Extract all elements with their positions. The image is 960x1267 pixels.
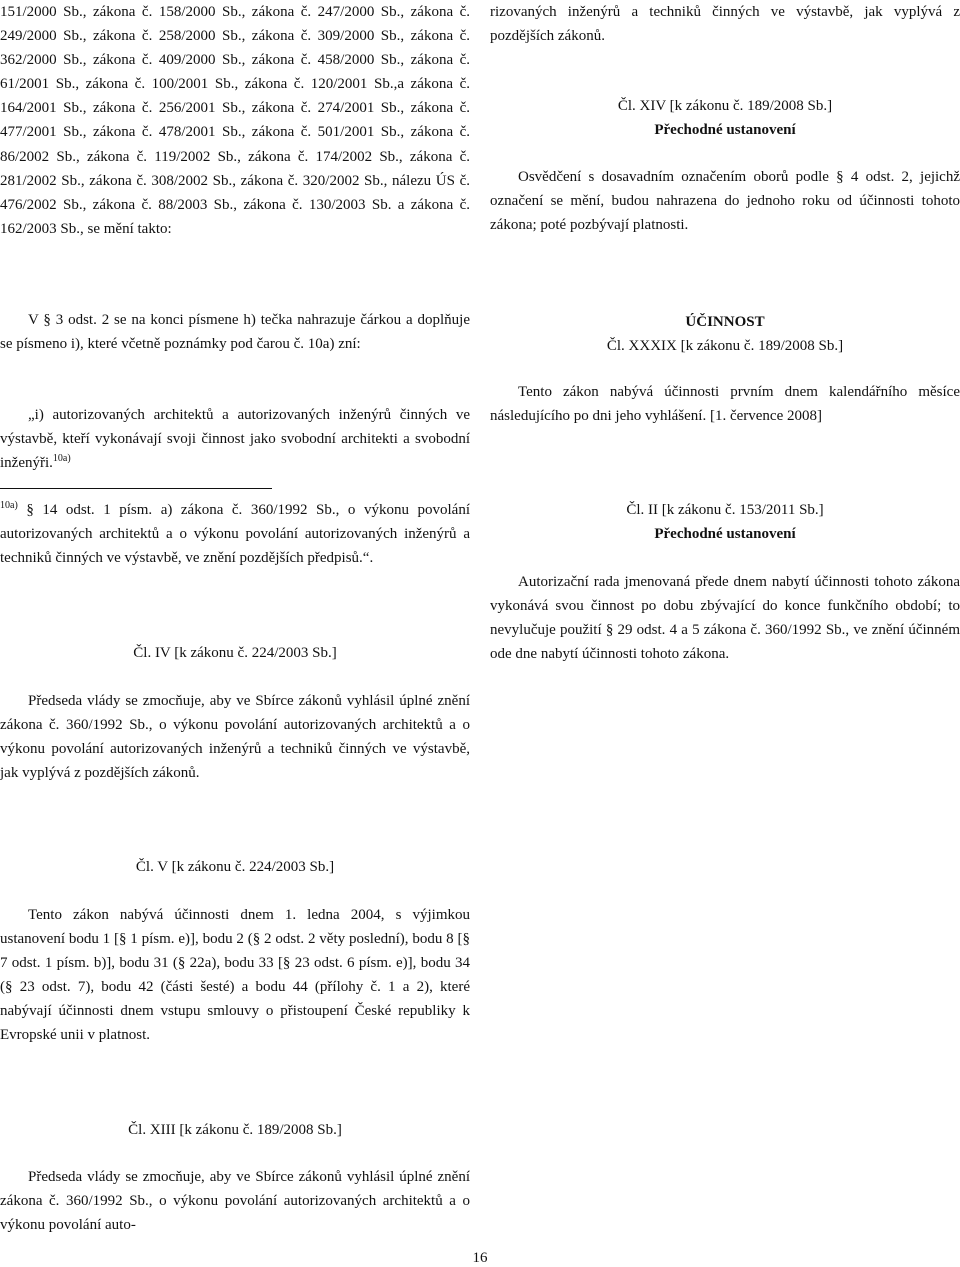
art39-text: Tento zákon nabývá účinnosti prvním dnem kalendářního měsíce následujícího po dni jeho vyhlášení. [1. července 2008]	[490, 384, 960, 425]
continuation-text: rizovaných inženýrů a techniků činných ve výstavbě, jak vyplývá z pozdějších zákonů.	[490, 4, 960, 45]
change-instruction: V § 3 odst. 2 se na konci písmene h) tečka nahrazuje čárkou a doplňuje se písmeno i), které včetně poznámky pod čarou č. 10a) zní:	[0, 312, 470, 353]
art14-heading: Čl. XIV [k zákonu č. 189/2008 Sb.]	[617, 98, 833, 114]
art5-heading: Čl. V [k zákonu č. 224/2003 Sb.]	[135, 859, 335, 875]
footnote-text: § 14 odst. 1 písm. a) zákona č. 360/1992 Sb., o výkonu povolání autorizovaných architektů a o výkonu povolání autorizovaných inženýrů a techniků činných ve výstavbě, ve znění pozdějších předpisů.“.	[0, 502, 471, 567]
art14-subheading: Přechodné ustanovení	[654, 122, 796, 138]
art5-text: Tento zákon nabývá účinnosti dnem 1. ledna 2004, s výjimkou ustanovení bodu 1 [§ 1 písm. e)], bodu 2 (§ 2 odst. 2 věty poslední), bodu 8 [§ 7 odst. 1 písm. b)], bodu 31 (§ 22a), bodu 33 [§ 23 odst. 6 písm. e)], bodu 34 (§ 23 odst. 7), bodu 42 (části šesté) a bodu 44 (přílohy č. 1 a 2), které nabývají účinnosti dnem vstupu smlouvy o přistoupení České republiky k Evropské unii v platnost.	[0, 907, 470, 1044]
amendments-list: 151/2000 Sb., zákona č. 158/2000 Sb., zákona č. 247/2000 Sb., zákona č. 249/2000 Sb., zákona č. 258/2000 Sb., zákona č. 309/2000 Sb., zákona č. 362/2000 Sb., zákona č. 409/2000 Sb., zákona č. 458/2000 Sb., zákona č. 61/2001 Sb., zákona č. 100/2001 Sb., zákona č. 120/2001 Sb.,a zákona č. 164/2001 Sb., zákona č. 256/2001 Sb., zákona č. 274/2001 Sb., zákona č. 477/2001 Sb., zákona č. 478/2001 Sb., zákona č. 501/2001 Sb., zákona č. 86/2002 Sb., zákona č. 119/2002 Sb., zákona č. 174/2002 Sb., zákona č. 281/2002 Sb., zákona č. 308/2002 Sb., zákona č. 320/2002 Sb., nálezu ÚS č. 476/2002 Sb., zákona č. 88/2003 Sb., zákona č. 130/2003 Sb. a zákona č. 162/2003 Sb., se mění takto:	[0, 4, 470, 237]
art2-text: Autorizační rada jmenovaná přede dnem nabytí účinnosti tohoto zákona vykonává svou činnost po dobu zbývající do konce funkčního období; to nevylučuje použití § 29 odst. 4 a 5 zákona č. 360/1992 Sb., ve znění účinném ode dne nabytí účinnosti tohoto zákona.	[490, 574, 960, 663]
page-number: 16	[472, 1250, 488, 1266]
footnote-ref: 10a)	[52, 453, 71, 465]
footnote	[0, 498, 470, 570]
art2-heading: Čl. II [k zákonu č. 153/2011 Sb.]	[626, 502, 824, 518]
effect-title: ÚČINNOST	[685, 314, 765, 330]
inserted-letter	[0, 403, 470, 475]
art39-heading: Čl. XXXIX [k zákonu č. 189/2008 Sb.]	[606, 338, 844, 354]
footnote-rule	[0, 488, 272, 489]
art4-text: Předseda vlády se zmocňuje, aby ve Sbírce zákonů vyhlásil úplné znění zákona č. 360/1992 Sb., o výkonu povolání autorizovaných architektů a o výkonu povolání autorizovaných inženýrů a techniků činných ve výstavbě, jak vyplývá z pozdějších zákonů.	[0, 693, 470, 782]
art2-subheading: Přechodné ustanovení	[654, 526, 796, 542]
art13-text: Předseda vlády se zmocňuje, aby ve Sbírce zákonů vyhlásil úplné znění zákona č. 360/1992 Sb., o výkonu povolání autorizovaných architektů a o výkonu povolání auto-	[0, 1169, 470, 1234]
art4-heading: Čl. IV [k zákonu č. 224/2003 Sb.]	[133, 645, 337, 661]
art13-heading: Čl. XIII [k zákonu č. 189/2008 Sb.]	[128, 1122, 342, 1138]
footnote-marker: 10a)	[0, 500, 18, 511]
art14-text: Osvědčení s dosavadním označením oborů podle § 4 odst. 2, jejichž označení se mění, budou nahrazena do jednoho roku od účinnosti tohoto zákona; poté pozbývají platnosti.	[490, 169, 960, 234]
inserted-letter-text: „i) autorizovaných architektů a autorizovaných inženýrů činných ve výstavbě, kteří vykonávají svoji činnost jako svobodní architekti a svobodní inženýři.	[0, 407, 470, 472]
